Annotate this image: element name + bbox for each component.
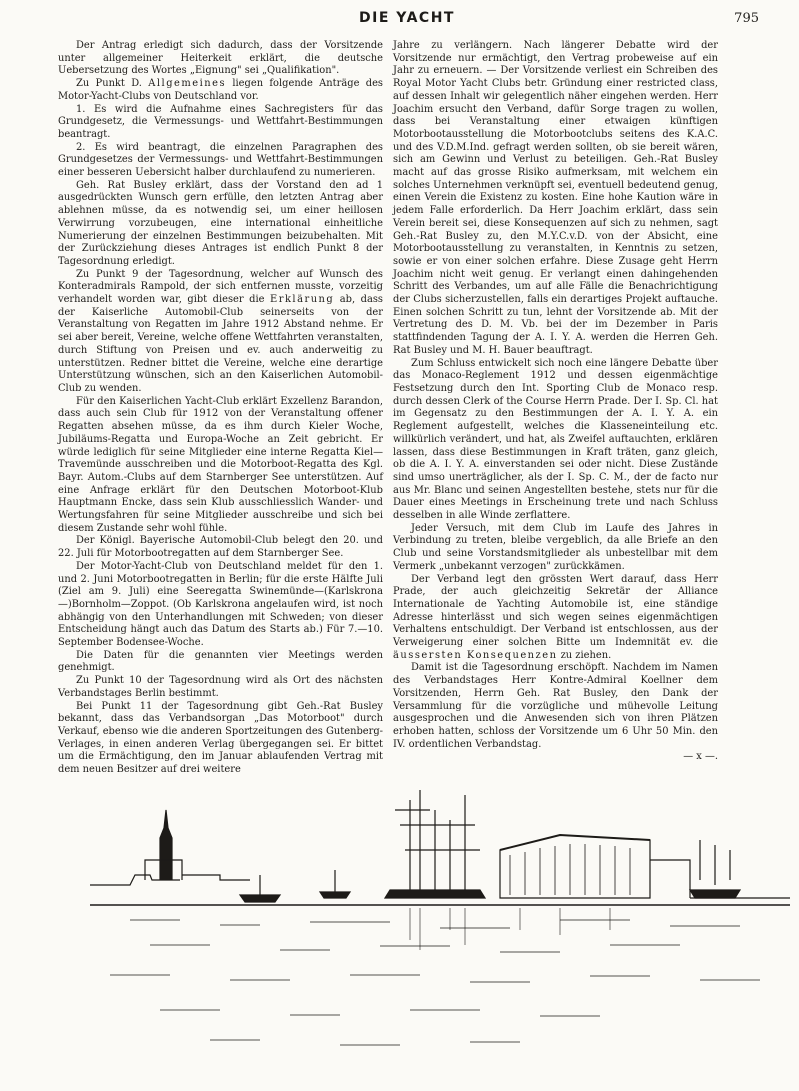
harbor-sketch-svg [90, 780, 790, 1080]
page-number: 795 [734, 11, 759, 26]
left-column [58, 40, 383, 780]
paragraph: Bei Punkt 11 der Tagesordnung gibt Geh.-Rat Busley bekannt, dass das Verbandsorgan „Das Motorboot" durch Verkauf, ebenso wie die anderen Sportzeitungen des Gutenberg-Verlages, in einen anderen Verlag übergegangen sei. Er bittet um die Ermächtigung, den im Januar ablaufenden Vertrag mit dem neuen Besitzer auf drei weitere [58, 700, 383, 776]
paragraph: Geh. Rat Busley erklärt, dass der Vorstand den ad 1 ausgedrückten Wunsch gern erfülle, den letzten Antrag aber ablehnen müsse, da es notwendig sei, um einer heillosen Verwirrung vorzubeugen, eine international einheitliche Numerierung der einzelnen Bestimmungen beizubehalten. Mit der Zurückziehung dieses Antrages ist endlich Punkt 8 der Tagesordnung erledigt. [58, 179, 383, 267]
text-run: Zu Punkt 9 der Tagesordnung, welcher auf Wunsch des Konteradmirals Rampold, der sich entfernen musste, vorzeitig verhandelt worden war, gibt dieser die [58, 268, 383, 306]
spaced-emphasis: Erklärung [270, 294, 335, 306]
paragraph: Der Motor-Yacht-Club von Deutschland meldet für den 1. und 2. Juni Motorbootregatten in Berlin; für die erste Hälfte Juli (Ziel am 9. Juli) eine Seeregatta Swinemünde—(Karlskrona—)Bornholm—Zoppot. (Ob Karlskrona angelaufen wird, ist noch abhängig von den Unterhandlungen mit Schweden; von dieser Entscheidung hängt auch das Datum des Starts ab.) Für 7.—10. September Bodensee-Woche. [58, 560, 383, 649]
spaced-emphasis: äussersten Konsequenzen [393, 649, 558, 661]
paragraph: Zum Schluss entwickelt sich noch eine längere Debatte über das Monaco-Reglement 1912 und dessen eigenmächtige Festsetzung durch den Int. Sporting Club de Monaco resp. durch dessen Clerk of the Course Herrn Prade. Der I. Sp. Cl. hat im Gegensatz zu den Bestimmungen der A. I. Y. A. ein Reglement aufgestellt, welches die Klasseneinteilung etc. willkürlich verändert, und hat, als Zweifel auftauchten, erklären lassen, dass diese Bestimmungen in Kraft träten, ganz gleich, ob die A. I. Y. A. einverstanden sei oder nicht. Diese Zustände sind umso unerträglicher, als der I. Sp. C. M., der de facto nur aus Mr. Blanc und seinen Angestellten bestehe, stets nur für die Dauer eines Meetings in Erscheinung trete und nach Schluss desselben in alle Winde zerflattere. [393, 357, 718, 522]
paragraph: Damit ist die Tagesordnung erschöpft. Nachdem im Namen des Verbandstages Herr Kontre-Admiral Koellner dem Vorsitzenden, Herrn Geh. Rat Busley, den Dank der Versammlung für die vorzügliche und mühevolle Leitung ausgesprochen und die Anwesenden sich von ihren Plätzen erhoben hatten, schloss der Vorsitzende um 6 Uhr 50 Min. den IV. ordentlichen Verbandstag. [393, 662, 718, 750]
paragraph [393, 574, 718, 663]
author-signature: — x —. [683, 751, 718, 763]
paragraph: 2. Es wird beantragt, die einzelnen Paragraphen des Grundgesetzes der Vermessungs- und Wettfahrt-Bestimmungen einer besseren Uebersicht halber durchlaufend zu numerieren. [58, 141, 383, 179]
text-run: zu ziehen. [557, 649, 612, 661]
text-run: Der Verband legt den grössten Wert darauf, dass Herr Prade, der auch gleichzeitig Sekretär der Alliance Internationale de Yachting Automobile ist, eine ständige Adresse hinterlässt und sich wegen seines eigenmächtigen Verhaltens entschuldigt. Der Verband ist entschlossen, aus der Verweigerung einer solchen Bitte um Indemnität ev. die [393, 573, 718, 649]
page-header [55, 10, 759, 30]
text-run: liegen folgende Anträge des Motor-Yacht-Clubs von Deutschland vor. [58, 78, 383, 102]
paragraph: Jahre zu verlängern. Nach längerer Debatte wird der Vorsitzende nur ermächtigt, den Vertrag probeweise auf ein Jahr zu erneuern. — Der Vorsitzende verliest ein Schreiben des Royal Motor Yacht Clubs betr. Gründung einer restricted class, auf dessen Inhalt wir gelegentlich näher eingehen werden. Herr Joachim ersucht den Verband, dafür Sorge tragen zu wollen, dass bei Veranstaltung einer etwaigen künftigen Motorbootausstellung die Motorbootclubs seitens des K.A.C. und des V.D.M.Ind. gefragt werden sollten, ob sie bereit wären, sich am Gewinn und Verlust zu beteiligen. Geh.-Rat Busley macht auf das grosse Risiko aufmerksam, mit welchem ein solches Unternehmen verknüpft sei, eventuell bedeutend genug, einen Verein die Existenz zu kosten. Eine hohe Kaution wäre in jedem Falle erforderlich. Da Herr Joachim erklärt, dass sein Verein bereit sei, diese Konsequenzen auf sich zu nehmen, sagt Geh.-Rat Busley zu, den M.Y.C.v.D. von der Absicht, eine Motorbootausstellung zu veranstalten, in Kenntnis zu setzen, sowie er von einer solchen erfahre. Diese Zusage geht Herrn Joachim nicht weit genug. Er verlangt einen dahingehenden Schritt des Verbandes, um auf alle Fälle die Benachrichtigung der Clubs sicherzustellen, falls ein derartiges Projekt auftauche. Einen solchen Schritt zu tun, lehnt der Vorsitzende ab. Mit der Vertretung des D. M. Vb. bei der im Dezember in Paris stattfindenden Tagung der A. I. Y. A. werden die Herren Geh. Rat Busley und M. H. Bauer beauftragt. [393, 40, 718, 356]
paragraph: Der Antrag erledigt sich dadurch, dass der Vorsitzende unter allgemeiner Heiterkeit erklärt, die deutsche Uebersetzung des Wortes „Eignung" sei „Qualifikation". [58, 40, 383, 77]
right-column [393, 40, 718, 763]
harbor-illustration [90, 780, 790, 1080]
text-run: Zu Punkt D. [76, 78, 149, 90]
paragraph [58, 269, 383, 396]
paragraph: Die Daten für die genannten vier Meetings werden genehmigt. [58, 649, 383, 674]
text-run: ab, dass der Kaiserliche Automobil-Club seinerseits von der Veranstaltung von Regatten im Jahre 1912 Abstand nehme. Er sei aber bereit, Vereine, welche offene Wettfahrten veranstalten, durch Stiftung von Preisen und ev. auch anderweitig zu unterstützen. Redner bittet die Vereine, welche eine derartige Unterstützung wünschen, sich an den Kaiserlichen Automobil-Club zu wenden. [58, 294, 383, 394]
spaced-emphasis: Allgemeines [148, 78, 227, 90]
paragraph: Für den Kaiserlichen Yacht-Club erklärt Exzellenz Barandon, dass auch sein Club für 1912 von der Veranstaltung offener Regatten absehen müsse, da es ihm durch Kieler Woche, Jubiläums-Regatta und Europa-Woche an Zeit gebricht. Er würde lediglich für seine Mitglieder eine interne Regatta Kiel—Travemünde ausschreiben und die Motorboot-Regatta des Kgl. Bayr. Autom.-Clubs auf dem Starnberger See unterstützen. Auf eine Anfrage erklärt für den Deutschen Motorboot-Klub Hauptmann Encke, dass sein Klub ausschliesslich Wander- und Wertungsfahren für seine Mitglieder ausschreibe und sich bei diesem Zustande sehr wohl fühle. [58, 395, 383, 534]
paragraph [58, 78, 383, 103]
paragraph: 1. Es wird die Aufnahme eines Sachregisters für das Grundgesetz, die Vermessungs- und Wettfahrt-Bestimmungen beantragt. [58, 103, 383, 140]
paragraph: Der Königl. Bayerische Automobil-Club belegt den 20. und 22. Juli für Motorbootregatten auf dem Starnberger See. [58, 535, 383, 560]
paragraph: Zu Punkt 10 der Tagesordnung wird als Ort des nächsten Verbandstages Berlin bestimmt. [58, 675, 383, 699]
magazine-title: DIE YACHT [359, 10, 455, 26]
paragraph: Jeder Versuch, mit dem Club im Laufe des Jahres in Verbindung zu treten, bleibe vergeblich, da alle Briefe an den Club und seine Vorstandsmitglieder als unbestellbar mit dem Vermerk „unbekannt verzogen" zurückkämen. [393, 522, 718, 572]
